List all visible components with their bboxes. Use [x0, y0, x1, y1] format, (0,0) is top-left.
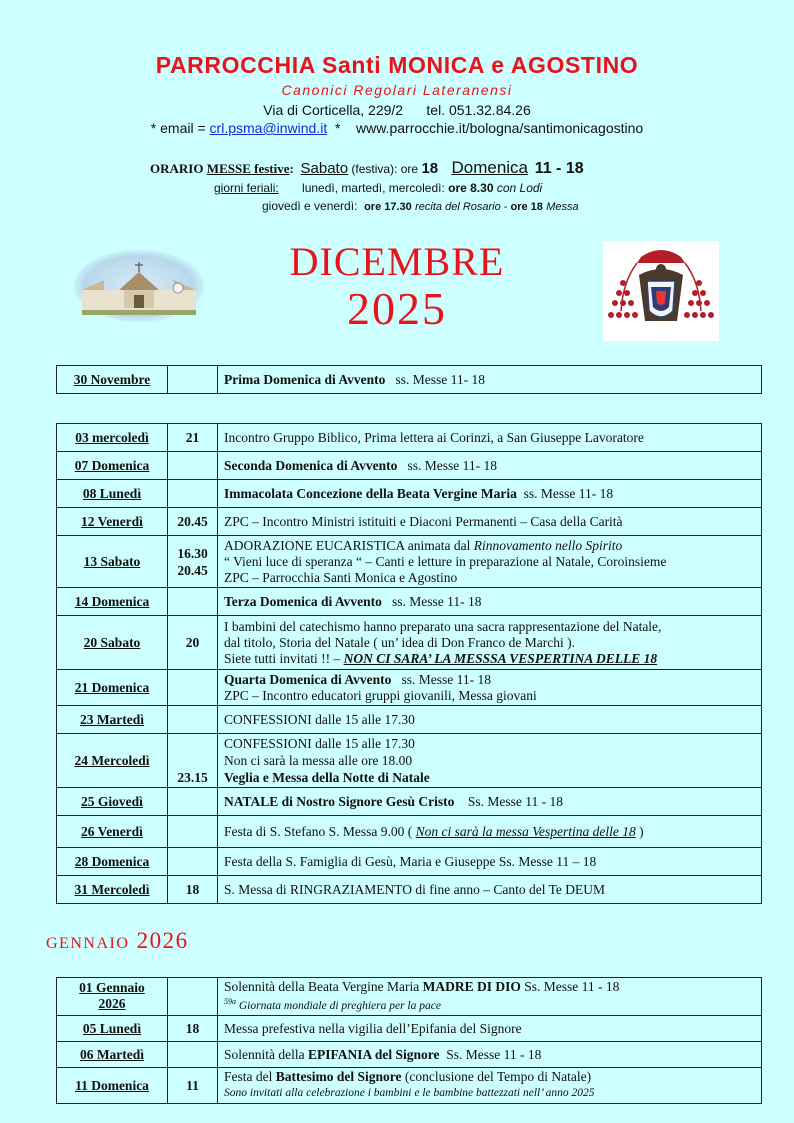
event-title: Immacolata Concezione della Beata Vergine Maria — [224, 486, 517, 501]
event-title: Battesimo del Signore — [275, 1069, 402, 1085]
time-cell: 18 — [168, 1015, 218, 1041]
date-cell: 12 Venerdì — [57, 508, 168, 536]
event-cell — [218, 616, 762, 670]
phone: tel. 051.32.84.26 — [426, 102, 531, 118]
event-line: ADORAZIONE EUCARISTICA animata dal — [224, 537, 471, 553]
gv-sep: - — [500, 201, 511, 213]
event-line: ZPC – Parrocchia Santi Monica e Agostino — [224, 569, 458, 585]
gv-messa: Messa — [546, 201, 579, 213]
event-cell: Incontro Gruppo Biblico, Prima lettera ai Corinzi, a San Giuseppe Lavoratore — [218, 424, 762, 452]
event-text: ss. Messe 11- 18 — [392, 594, 482, 609]
table-row — [57, 424, 762, 452]
email-link[interactable]: crl.psma@inwind.it — [209, 120, 328, 136]
address: Via di Corticella, 229/2 — [263, 102, 404, 118]
event-text: ss. Messe 11- 18 — [401, 671, 491, 687]
event-cell — [218, 588, 762, 616]
date-cell: 14 Domenica — [57, 588, 168, 616]
event-cell: CONFESSIONI dalle 15 alle 17.30 — [218, 706, 762, 734]
time-cell: 11 — [168, 1067, 218, 1103]
event-text: (conclusione del Tempo di Natale) — [404, 1069, 592, 1085]
table-row — [57, 1041, 762, 1067]
feriali-time: ore 8.30 — [448, 181, 494, 195]
date-cell: 31 Mercoledì — [57, 876, 168, 904]
event-line: ZPC – Incontro educatori gruppi giovanili, Messa giovani — [224, 687, 537, 703]
date-cell: 30 Novembre — [57, 366, 168, 394]
time-cell: 20.45 — [168, 508, 218, 536]
time-value: 23.15 — [177, 770, 208, 785]
event-cell — [218, 816, 762, 848]
domenica-times: 11 - 18 — [534, 160, 584, 177]
event-cell — [218, 734, 762, 788]
mass-schedule-weekdays — [214, 181, 542, 195]
gv-messa-time: ore 18 — [510, 201, 543, 213]
table-row — [57, 536, 762, 588]
event-cell: S. Messa di RINGRAZIAMENTO di fine anno – Canto del Te DEUM — [218, 876, 762, 904]
event-text: Solennità della Beata Vergine Maria — [224, 979, 420, 994]
event-cell — [218, 452, 762, 480]
superscript: 59a — [224, 997, 236, 1006]
gv-days: giovedì e venerdì: — [262, 199, 358, 213]
event-text: ss. Messe 11- 18 — [395, 372, 485, 387]
date-cell: 26 Venerdì — [57, 816, 168, 848]
event-cell — [218, 536, 762, 588]
date-cell: 05 Lunedì — [57, 1015, 168, 1041]
date-cell: 21 Domenica — [57, 670, 168, 706]
gv-time: ore 17.30 — [364, 201, 412, 213]
time-cell — [168, 816, 218, 848]
time-cell — [168, 1041, 218, 1067]
date-cell: 08 Lunedì — [57, 480, 168, 508]
event-text: ss. Messe 11- 18 — [523, 486, 614, 501]
time-1: 16.30 — [177, 545, 208, 561]
table-december — [56, 423, 762, 904]
month-2-heading: gennaio 2026 — [46, 928, 189, 953]
event-cell: Messa prefestiva nella vigilia dell’Epifania del Signore — [218, 1015, 762, 1041]
event-text: Ss. Messe 11 - 18 — [467, 794, 564, 809]
mass-schedule-thu-fri — [262, 199, 579, 213]
event-text-end: ) — [635, 824, 644, 839]
event-title: MADRE DI DIO — [422, 979, 521, 994]
month-name: DICEMBRE — [289, 239, 505, 284]
table-row — [57, 734, 762, 788]
messe-festive-label: MESSE festive — [206, 161, 290, 176]
event-note: Non ci sarà la messa Vespertina delle 18 — [415, 824, 636, 839]
time-cell — [168, 480, 218, 508]
date-cell: 13 Sabato — [57, 536, 168, 588]
event-cell — [218, 1041, 762, 1067]
date-cell: 06 Martedì — [57, 1041, 168, 1067]
time-cell: 18 — [168, 876, 218, 904]
sabato-time: 18 — [421, 160, 439, 177]
table-row — [57, 1015, 762, 1041]
time-cell — [168, 670, 218, 706]
event-cell — [218, 978, 762, 1016]
time-cell — [168, 588, 218, 616]
month-year: 2025 — [347, 283, 447, 334]
domenica-label: Domenica — [451, 158, 529, 177]
event-line: I bambini del catechismo hanno preparato una sacra rappresentazione del Natale, — [224, 618, 662, 634]
event-line: Siete tutti invitati !! – — [224, 650, 341, 666]
date-cell — [57, 978, 168, 1016]
date-cell: 20 Sabato — [57, 616, 168, 670]
event-note — [224, 997, 441, 1012]
time-cell — [168, 366, 218, 394]
separator: * — [335, 120, 341, 136]
time-cell — [168, 706, 218, 734]
event-title: Quarta Domenica di Avvento — [224, 671, 392, 687]
table-row — [57, 508, 762, 536]
event-text: Solennità della — [224, 1046, 305, 1062]
time-2: 20.45 — [177, 562, 208, 578]
event-text: ss. Messe 11- 18 — [407, 458, 498, 473]
parish-subtitle: Canonici Regolari Lateranensi — [281, 82, 513, 98]
time-cell — [168, 978, 218, 1016]
table-row — [57, 706, 762, 734]
event-cell: ZPC – Incontro Ministri istituiti e Diaconi Permanenti – Casa della Carità — [218, 508, 762, 536]
time-cell — [168, 536, 218, 588]
event-text: Festa del — [224, 1069, 273, 1085]
table-row — [57, 816, 762, 848]
event-text: Ss. Messe 11 - 18 — [446, 1046, 542, 1062]
table-row — [57, 978, 762, 1016]
table-row — [57, 670, 762, 706]
sabato-label: Sabato — [300, 160, 349, 177]
orario-label: ORARIO — [150, 161, 204, 176]
event-title: Seconda Domenica di Avvento — [224, 458, 398, 473]
date-line-1: 01 Gennaio — [79, 980, 145, 996]
feriali-days: lunedì, martedì, mercoledì: — [302, 181, 445, 195]
date-cell: 25 Giovedì — [57, 788, 168, 816]
event-title: Prima Domenica di Avvento — [224, 372, 386, 387]
table-row — [57, 452, 762, 480]
event-title: Terza Domenica di Avvento — [224, 594, 382, 609]
event-title: EPIFANIA del Signore — [307, 1046, 440, 1062]
church-image — [74, 250, 204, 322]
table-row — [57, 848, 762, 876]
contact-line — [0, 120, 794, 136]
date-cell: 24 Mercoledì — [57, 734, 168, 788]
colon: : — [289, 161, 294, 176]
event-title: NATALE di Nostro Signore Gesù Cristo — [224, 794, 455, 809]
table-row — [57, 1067, 762, 1103]
feriali-extra: con Lodi — [496, 181, 543, 195]
coat-of-arms-image — [603, 241, 719, 341]
event-cell — [218, 670, 762, 706]
event-note-text: Giornata mondiale di preghiera per la pace — [236, 999, 441, 1012]
email-prefix: * email = — [150, 120, 206, 136]
time-cell — [168, 452, 218, 480]
table-row — [57, 788, 762, 816]
date-cell: 28 Domenica — [57, 848, 168, 876]
event-cell — [218, 788, 762, 816]
parish-title: PARROCCHIA Santi MONICA e AGOSTINO — [155, 52, 639, 78]
event-title: Veglia e Messa della Notte di Natale — [224, 770, 430, 785]
feriali-label: giorni feriali: — [214, 181, 279, 195]
table-row — [57, 876, 762, 904]
time-cell — [168, 848, 218, 876]
mass-schedule-festive — [150, 158, 584, 178]
date-cell: 23 Martedì — [57, 706, 168, 734]
event-line: dal titolo, Storia del Natale ( un’ idea di Don Franco de Marchi ). — [224, 634, 576, 650]
table-january — [56, 977, 762, 1104]
time-cell — [168, 788, 218, 816]
date-cell: 03 mercoledì — [57, 424, 168, 452]
date-cell: 11 Domenica — [57, 1067, 168, 1103]
website: www.parrocchie.it/bologna/santimonicagostino — [356, 120, 644, 136]
event-text: Festa di S. Stefano S. Messa 9.00 ( — [224, 824, 413, 839]
event-cell — [218, 1067, 762, 1103]
table-row — [57, 366, 762, 394]
date-cell: 07 Domenica — [57, 452, 168, 480]
date-line-2: 2026 — [98, 996, 126, 1012]
event-cell: Festa della S. Famiglia di Gesù, Maria e Giuseppe Ss. Messe 11 – 18 — [218, 848, 762, 876]
event-line-italic: Rinnovamento nello Spirito — [473, 537, 623, 553]
event-line: “ Vieni luce di speranza “ – Canti e letture in preparazione al Natale, Coroinsieme — [224, 553, 667, 569]
time-cell: 21 — [168, 424, 218, 452]
table-row — [57, 616, 762, 670]
table-row — [57, 480, 762, 508]
time-cell — [168, 734, 218, 788]
gv-rosario: recita del Rosario — [415, 201, 501, 213]
event-warning: NON CI SARA’ LA MESSSA VESPERTINA DELLE 18 — [343, 650, 658, 666]
event-text: Ss. Messe 11 - 18 — [524, 979, 620, 994]
table-november — [56, 365, 762, 394]
parish-address-line — [0, 102, 794, 118]
event-cell — [218, 480, 762, 508]
event-cell — [218, 366, 762, 394]
event-line: Non ci sarà la messa alle ore 18.00 — [224, 753, 413, 768]
event-note: Sono invitati alla celebrazione i bambini e le bambine battezzati nell’ anno 2025 — [224, 1087, 595, 1100]
event-line: CONFESSIONI dalle 15 alle 17.30 — [224, 736, 415, 751]
table-row — [57, 588, 762, 616]
festiva-label: (festiva): ore — [351, 162, 419, 176]
time-cell: 20 — [168, 616, 218, 670]
